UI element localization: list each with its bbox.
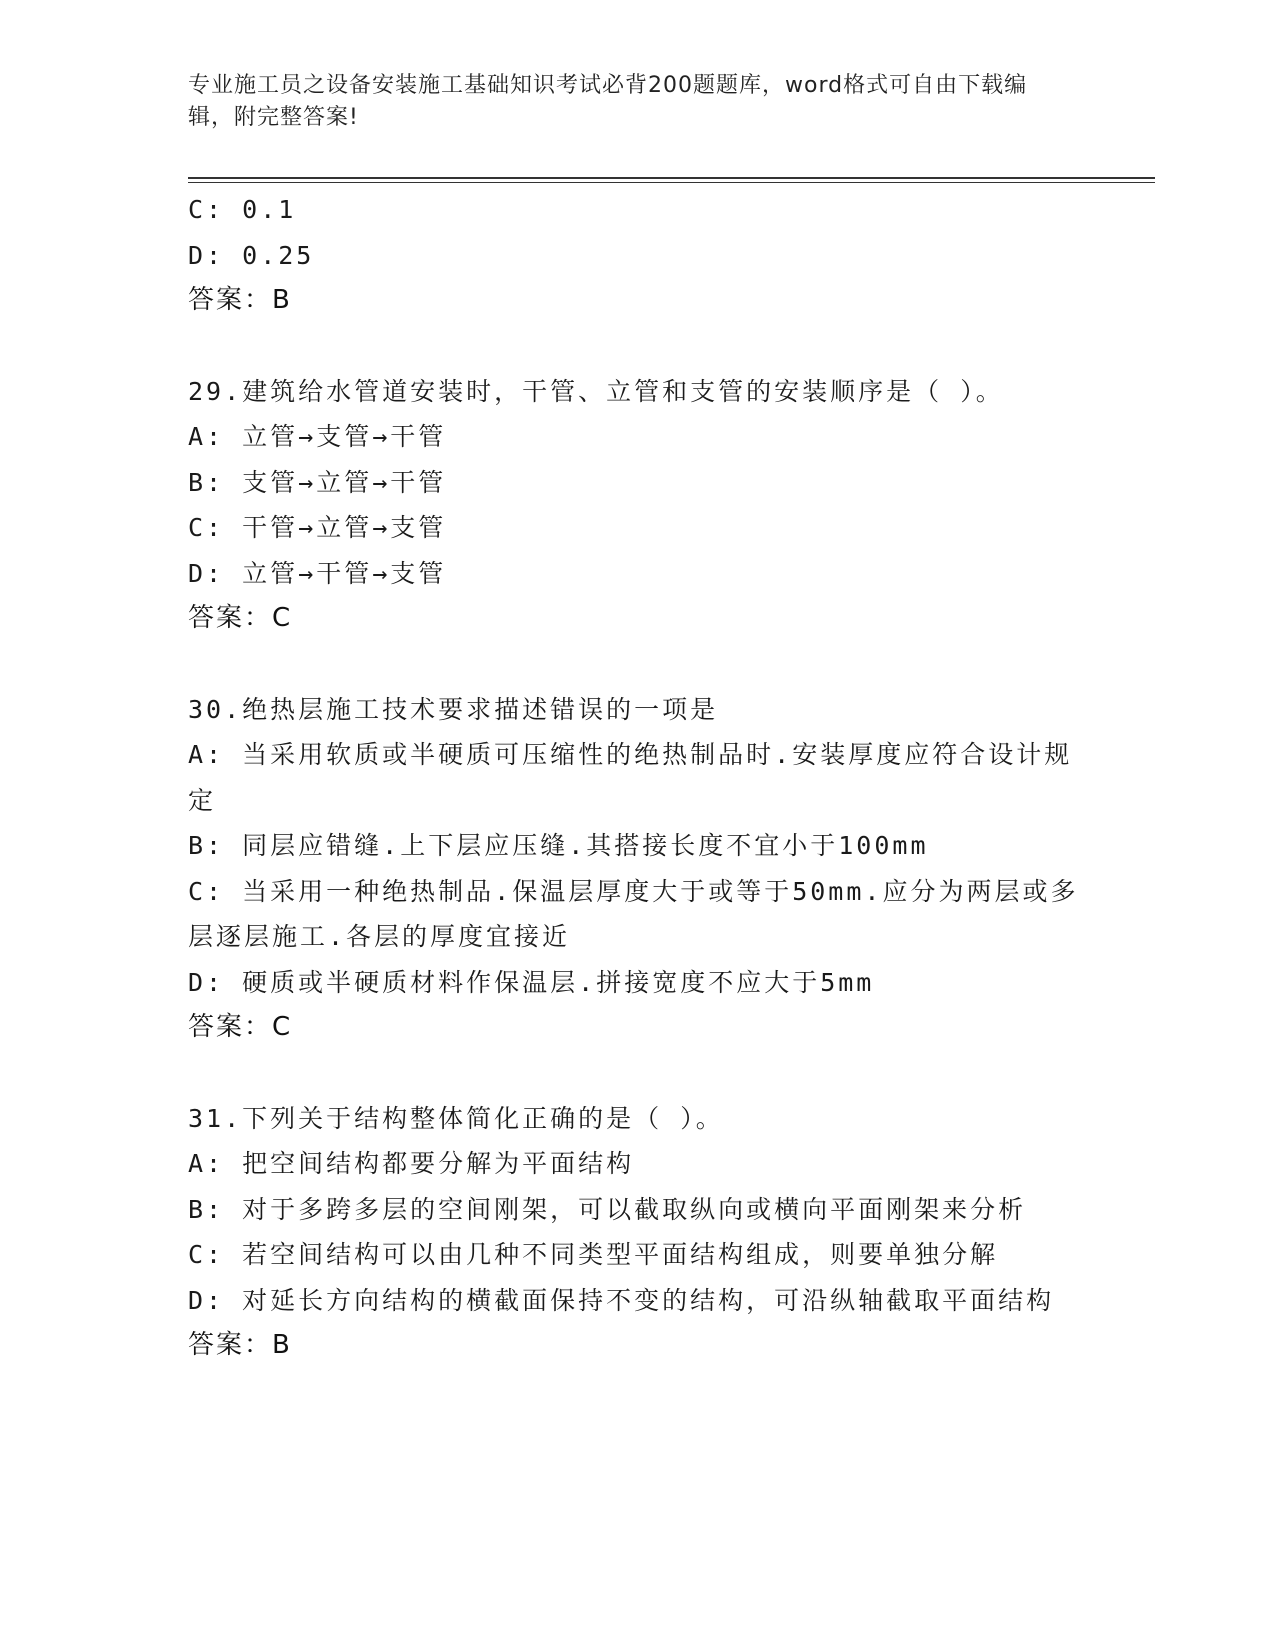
option-d: D: 0.25 <box>188 240 315 270</box>
header-title: 专业施工员之设备安装施工基础知识考试必背200题题库，word格式可自由下载编辑，附完整答案! <box>188 73 1028 130</box>
question-30 <box>188 687 1088 1051</box>
question-stem: 31.下列关于结构整体简化正确的是（ ）。 <box>188 1103 724 1133</box>
option-c: C: 干管→立管→支管 <box>188 513 447 542</box>
option-d: D: 硬质或半硬质材料作保温层.拼接宽度不应大于5mm <box>188 967 875 997</box>
question-stem: 29.建筑给水管道安装时，干管、立管和支管的安装顺序是（ ）。 <box>188 376 1004 406</box>
page-header <box>188 70 1068 134</box>
answer-line: 答案：C <box>188 1012 293 1042</box>
option-b: B: 同层应错缝.上下层应压缝.其搭接长度不宜小于100mm <box>188 831 929 860</box>
answer-line: 答案：B <box>188 285 292 315</box>
answer-line: 答案：C <box>188 603 293 633</box>
option-c: C: 若空间结构可以由几种不同类型平面结构组成，则要单独分解 <box>188 1240 999 1269</box>
spacer <box>188 1051 1088 1096</box>
question-31 <box>188 1096 1088 1369</box>
spacer <box>188 324 1088 369</box>
option-a: A: 把空间结构都要分解为平面结构 <box>188 1149 635 1178</box>
option-b: B: 支管→立管→干管 <box>188 467 447 497</box>
header-rule-thick <box>188 177 1155 179</box>
question-stem: 30.绝热层施工技术要求描述错误的一项是 <box>188 694 719 724</box>
question-list <box>188 187 1088 1369</box>
question-29 <box>188 369 1088 642</box>
option-c: C: 0.1 <box>188 195 297 224</box>
question-28-continued <box>188 187 1088 324</box>
option-a: A: 立管→支管→干管 <box>188 422 447 451</box>
option-c: C: 当采用一种绝热制品.保温层厚度大于或等于50mm.应分为两层或多层逐层施工.各层的厚度宜接近 <box>188 876 1079 951</box>
option-a: A: 当采用软质或半硬质可压缩性的绝热制品时.安装厚度应符合设计规定 <box>188 740 1073 815</box>
answer-line: 答案：B <box>188 1330 292 1360</box>
spacer <box>188 642 1088 687</box>
option-b: B: 对于多跨多层的空间刚架，可以截取纵向或横向平面刚架来分析 <box>188 1194 1027 1224</box>
header-rule-thin <box>188 182 1155 183</box>
option-d: D: 立管→干管→支管 <box>188 558 447 588</box>
option-d: D: 对延长方向结构的横截面保持不变的结构，可沿纵轴截取平面结构 <box>188 1285 1055 1315</box>
